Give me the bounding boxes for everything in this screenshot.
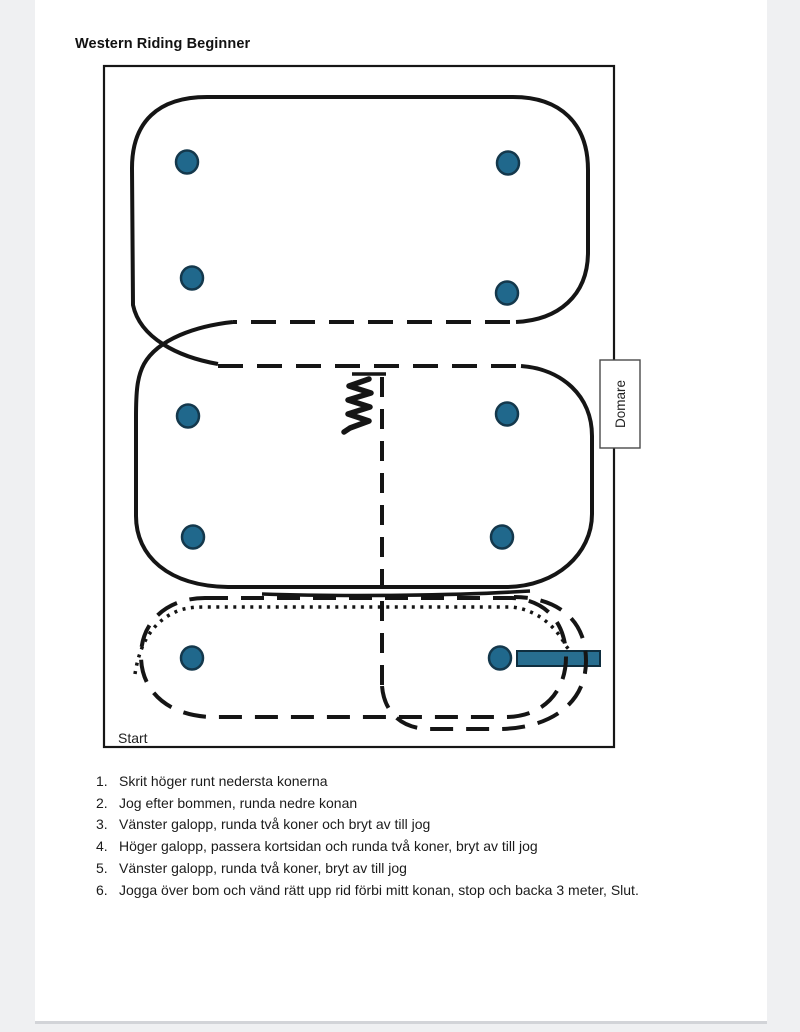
instruction-number: 5. [96, 859, 108, 876]
instruction-text: Jogga över bom och vänd rätt upp rid förbi mitt konan, stop och backa 3 meter, Slut. [119, 881, 639, 898]
instruction-item [96, 814, 716, 836]
cone [497, 152, 519, 175]
instruction-text: Höger galopp, passera kortsidan och runda två koner, bryt av till jog [119, 838, 538, 855]
instruction-item [96, 880, 716, 902]
instruction-number: 4. [96, 838, 108, 855]
instruction-number: 3. [96, 816, 108, 833]
top-loop-solid-path [132, 97, 588, 364]
instruction-number: 1. [96, 773, 108, 789]
cone [496, 282, 518, 305]
cone [181, 647, 203, 670]
instruction-item [96, 836, 716, 858]
cones [176, 151, 519, 670]
cone [181, 267, 203, 290]
cone [176, 151, 198, 174]
judge-box [600, 360, 640, 448]
course-diagram [95, 55, 655, 760]
instruction-item [96, 793, 716, 815]
cone [182, 526, 204, 549]
instruction-text: Jog efter bommen, runda nedre konan [119, 794, 358, 811]
instruction-text: Skrit höger runt nedersta konerna [119, 773, 328, 789]
instruction-item [96, 858, 716, 880]
backup-zigzag-icon [344, 379, 371, 432]
instruction-text: Vänster galopp, runda två koner, bryt av till jog [119, 859, 407, 876]
cone [177, 405, 199, 428]
instruction-item [96, 771, 716, 793]
instruction-number: 2. [96, 794, 108, 811]
page-title: Western Riding Beginner [75, 36, 251, 52]
cone [496, 403, 518, 426]
judge-label: Domare [613, 379, 628, 429]
instruction-list [96, 771, 716, 901]
start-label: Start [118, 730, 148, 746]
cone [491, 526, 513, 549]
instruction-number: 6. [96, 881, 108, 898]
instruction-text: Vänster galopp, runda två koner och bryt av till jog [119, 816, 431, 833]
middle-loop-exit-path [262, 591, 530, 595]
cone [489, 647, 511, 670]
